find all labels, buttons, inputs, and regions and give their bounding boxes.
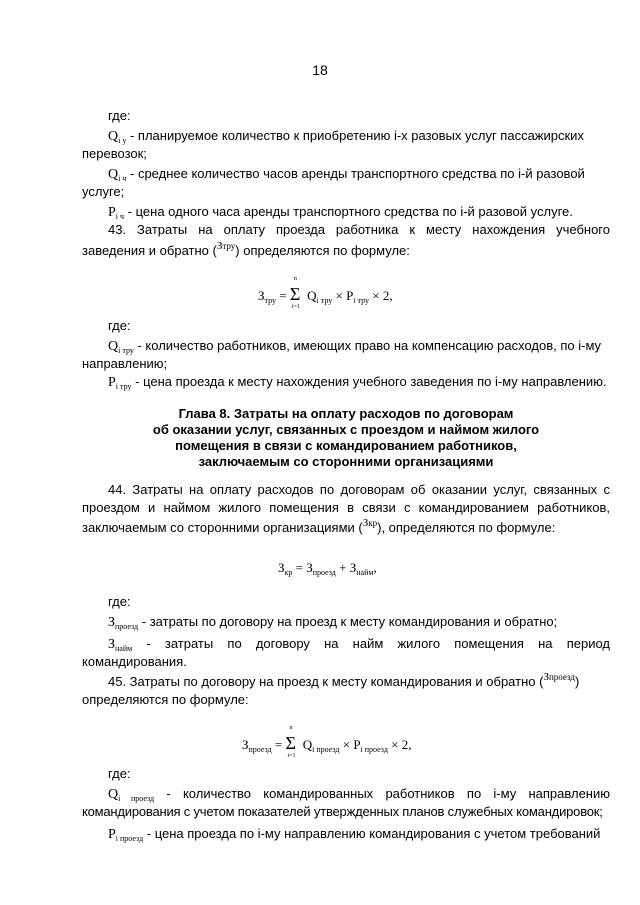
formula-q: Q xyxy=(307,288,317,303)
formula-end: , xyxy=(373,560,377,575)
where-label: где: xyxy=(108,108,131,123)
formula-end: , xyxy=(389,288,393,303)
definition-continuation: командирования. xyxy=(82,654,187,669)
formula-equals: = xyxy=(279,288,287,303)
definition-text: - цена одного часа аренды транспортного средства по i-й разовой услуге. xyxy=(127,204,573,219)
sigma-icon: Σ xyxy=(285,733,296,753)
formula-constant: 2 xyxy=(382,288,390,303)
formula-lhs: З xyxy=(258,288,265,303)
formula-lhs: З xyxy=(278,560,285,575)
where-label: где: xyxy=(108,318,131,333)
symbol-subscript: тру xyxy=(222,241,236,251)
formula-term: З xyxy=(349,560,357,575)
definition-q-itru xyxy=(108,338,610,356)
symbol-subscript: i проезд xyxy=(115,834,144,843)
sum-upper-limit: n xyxy=(293,276,297,282)
formula-end: , xyxy=(408,737,412,752)
formula-times: × xyxy=(342,737,351,752)
chapter-heading-line2: об оказании услуг, связанных с проездом и наймом жилого xyxy=(152,422,540,437)
where-label: где: xyxy=(108,594,131,609)
definition-text: - планируемое количество к приобретению i-х разовых услуг пассажирских xyxy=(129,128,584,143)
formula-lhs: З xyxy=(242,737,249,752)
text: 45. Затраты по договору на проезд к месту командирования и обратно ( xyxy=(108,674,544,689)
symbol-subscript: i у xyxy=(118,136,127,145)
formula-lhs-subscript: кр xyxy=(284,568,293,577)
symbol-subscript: кр xyxy=(368,518,378,528)
definition-q-iy xyxy=(108,128,610,146)
formula-zproezd xyxy=(242,725,412,759)
definition-text: - количество работников, имеющих право на компенсацию расходов, по i-му xyxy=(137,338,602,353)
formula-term: З xyxy=(306,560,313,575)
formula-times: × xyxy=(335,288,343,303)
formula-lhs-subscript: проезд xyxy=(248,745,272,754)
text: заключаемым со сторонними организациями ( xyxy=(82,520,363,535)
symbol: З xyxy=(362,517,369,529)
formula-constant: 2 xyxy=(401,737,409,752)
symbol: З xyxy=(108,637,116,652)
where-label: где: xyxy=(108,766,131,781)
symbol-subscript: проезд xyxy=(548,672,575,682)
formula-ztru xyxy=(258,276,393,310)
formula-term-subscript: проезд xyxy=(312,568,336,577)
paragraph-44-line2: проездом и наймом жилого помещения в связи с командированием работников, xyxy=(82,500,610,515)
formula-term-subscript: найм xyxy=(356,568,374,577)
page-number: 18 xyxy=(312,62,328,78)
formula-equals: = xyxy=(295,560,303,575)
sigma-icon: Σ xyxy=(289,284,301,304)
symbol-subscript: i тру xyxy=(115,382,132,391)
paragraph-45-line1 xyxy=(108,671,610,691)
symbol: P xyxy=(108,375,116,390)
symbol-subscript: найм xyxy=(115,644,133,653)
formula-q-subscript: i проезд xyxy=(312,745,340,754)
text: заведения и обратно ( xyxy=(82,243,217,258)
definition-continuation: перевозок; xyxy=(82,146,147,161)
formula-zkr xyxy=(278,560,377,576)
formula-times: × xyxy=(391,737,399,752)
paragraph-44-line3 xyxy=(82,517,610,537)
definition-text: - цена проезда по i-му направлению командирования с учетом требований xyxy=(146,826,601,841)
sum-operator xyxy=(289,276,304,310)
sum-upper-limit: n xyxy=(289,725,293,731)
symbol: P xyxy=(108,827,116,842)
definition-continuation: командирования с учетом показателей утвержденных планов служебных командировок; xyxy=(82,804,603,819)
sum-lower-limit: i=1 xyxy=(291,304,300,310)
formula-times: × xyxy=(372,288,380,303)
symbol: Q xyxy=(108,339,119,354)
definition-p-itru xyxy=(108,374,610,392)
definition-text: - среднее количество часов аренды транспортного средства по i-й разовой xyxy=(130,166,585,181)
paragraph-43-line2 xyxy=(82,240,610,260)
definition-p-iproezd xyxy=(108,826,610,844)
paragraph-45-line2: определяются по формуле: xyxy=(82,692,249,707)
formula-p: P xyxy=(346,288,354,303)
definition-q-iproezd xyxy=(108,786,610,804)
symbol: Q xyxy=(108,787,119,802)
definition-text: - затраты по договору на найм жилого помещения на период xyxy=(146,636,610,651)
symbol: З xyxy=(216,240,223,252)
definition-p-ich xyxy=(108,204,610,222)
definition-text: - затраты по договору на проезд к месту командирования и обратно; xyxy=(141,614,558,629)
symbol-subscript: i проезд xyxy=(118,794,155,803)
formula-equals: = xyxy=(274,737,283,752)
definition-continuation: услуге; xyxy=(82,184,125,199)
symbol: Q xyxy=(108,129,119,144)
definition-text: - цена проезда к месту нахождения учебного заведения по i-му направлению. xyxy=(135,374,607,389)
symbol-subscript: i ч xyxy=(115,212,125,221)
symbol-subscript: i тру xyxy=(118,346,134,355)
definition-q-ich xyxy=(108,166,610,184)
symbol: З xyxy=(543,671,549,683)
definition-continuation: направлению; xyxy=(82,356,168,371)
formula-q-subscript: i тру xyxy=(316,296,333,305)
sum-operator xyxy=(285,725,299,759)
symbol: Q xyxy=(108,167,119,182)
text: ), определяются по формуле: xyxy=(377,520,556,535)
sum-lower-limit: i=1 xyxy=(287,753,296,759)
definition-text: - количество командированных работников по i-му направлению xyxy=(166,786,610,801)
text: ) xyxy=(574,674,580,689)
formula-q: Q xyxy=(302,737,313,752)
formula-plus: + xyxy=(339,560,347,575)
symbol: З xyxy=(108,615,116,630)
definition-zproezd xyxy=(108,614,610,632)
chapter-heading-line3: помещения в связи с командированием работников, xyxy=(175,438,517,453)
paragraph-43-line1: 43. Затраты на оплату проезда работника к месту нахождения учебного xyxy=(108,222,610,237)
definition-znaym xyxy=(108,636,610,654)
chapter-heading-line1: Глава 8. Затраты на оплату расходов по договорам xyxy=(178,406,514,421)
formula-p: P xyxy=(353,737,361,752)
symbol: P xyxy=(108,205,116,220)
symbol-subscript: i ч xyxy=(118,174,127,183)
text: ) определяются по формуле: xyxy=(235,243,410,258)
symbol-subscript: проезд xyxy=(115,622,139,631)
chapter-heading-line4: заключаемым со сторонними организациями xyxy=(198,454,494,469)
paragraph-44-line1: 44. Затраты на оплату расходов по договорам об оказании услуг, связанных с xyxy=(108,482,610,497)
formula-p-subscript: i тру xyxy=(353,296,370,305)
formula-p-subscript: i проезд xyxy=(360,745,388,754)
formula-lhs-subscript: тру xyxy=(264,296,277,305)
